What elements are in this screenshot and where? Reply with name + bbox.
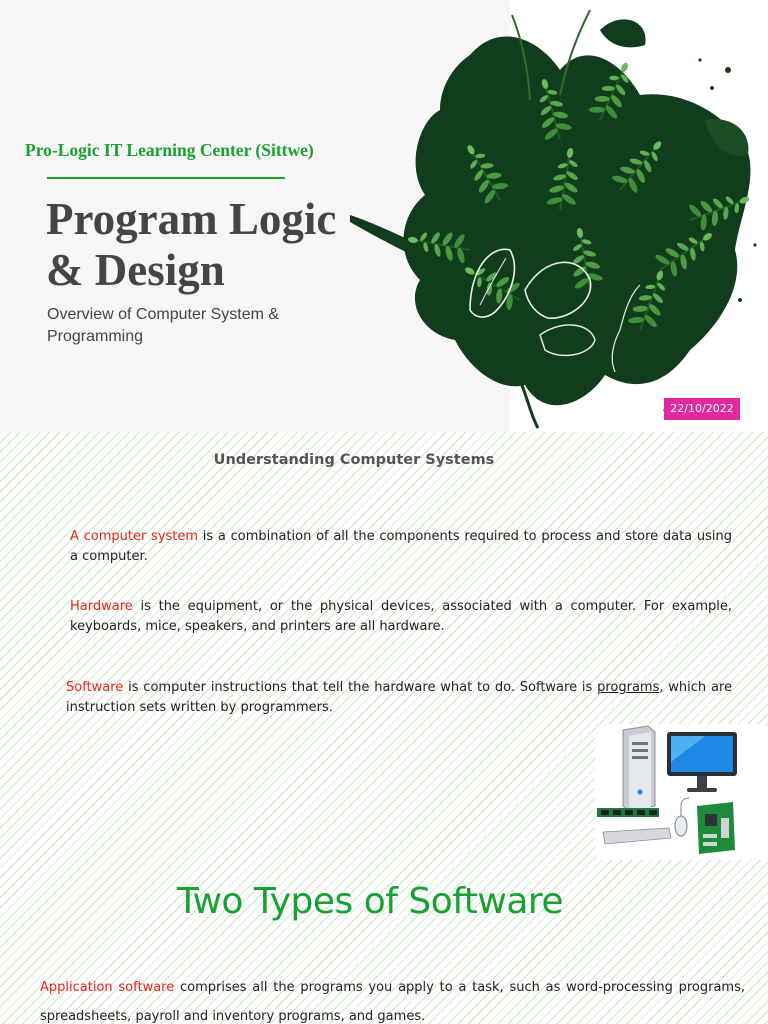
programs-link[interactable]: programs (597, 680, 660, 695)
computer-system-text: is a combination of all the components required to process and store data using a computer. (70, 529, 732, 564)
section-title: Two Types of Software (176, 881, 564, 922)
hardware-paragraph (70, 597, 732, 637)
title-line-1: Program Logic (46, 194, 337, 244)
title-divider (47, 177, 285, 179)
date-badge: 22/10/2022 (664, 398, 740, 420)
computer-hardware-icon (593, 722, 768, 862)
slide-title (46, 194, 366, 296)
organization-name: Pro-Logic IT Learning Center (Sittwe) (25, 140, 314, 160)
term-application-software: Application software (40, 980, 175, 995)
computer-system-paragraph (70, 527, 732, 567)
content-slide (0, 432, 768, 1024)
term-software: Software (66, 680, 124, 695)
section-heading: Understanding Computer Systems (213, 452, 495, 468)
hardware-text: is the equipment, or the physical devices, associated with a computer. For example, keyboards, mice, speakers, and printers are all hardware. (70, 599, 732, 634)
term-computer-system: A computer system (70, 529, 199, 544)
software-paragraph (66, 678, 732, 718)
software-text-b: , which are instruction sets written by programmers. (66, 680, 733, 715)
software-text-a: is computer instructions that tell the hardware what to do. Software is (123, 680, 598, 695)
application-software-text: comprises all the programs you apply to a task, such as word-processing programs, spreadsheets, payroll and inventory programs, and games. (40, 980, 745, 1024)
term-hardware: Hardware (70, 599, 133, 614)
title-slide (0, 0, 768, 432)
fern-leaf-splash-icon (340, 0, 768, 432)
application-software-paragraph (40, 973, 745, 1024)
title-line-2: & Design (46, 245, 225, 295)
slide-subtitle: Overview of Computer System & Programming (47, 306, 280, 345)
